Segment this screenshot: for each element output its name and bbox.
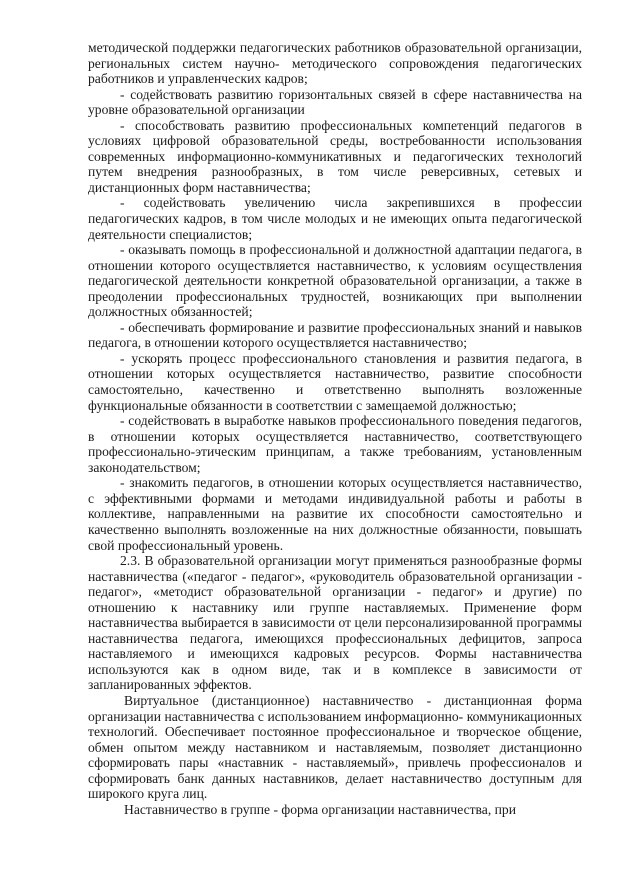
paragraph-retention: - содействовать увеличению числа закрепившихся в профессии педагогических кадров, в том числе молодых и не имеющих опыта педагогической деятельности специалистов; — [88, 195, 582, 242]
paragraph-professional-growth: - ускорять процесс профессионального становления и развития педагога, в отношении которых осуществляется наставничество, развитие способности самостоятельно, качественно и ответственно выполнять возложенные функциональные обязанности в соответствии с замещаемой должностью; — [88, 350, 582, 413]
paragraph-virtual-mentoring: Виртуальное (дистанционное) наставничество - дистанционная форма организации наставничества с использованием информационно- коммуникационных технологий. Обеспечивает постоянное профессиональное и творческое общение, обмен опытом между наставником и наставляемым, позволяет дистанционно сформировать пары «наставник - наставляемый», привлечь профессионалов и сформировать банк данных наставников, делает наставничество доступным для широкого круга лиц. — [88, 692, 582, 802]
document-page — [88, 40, 582, 817]
paragraph-skills: - обеспечивать формирование и развитие профессиональных знаний и навыков педагога, в отношении которого осуществляется наставничество; — [88, 319, 582, 351]
paragraph-digital-competence: - способствовать развитию профессиональных компетенций педагогов в условиях цифровой образовательной среды, востребованности использования современных информационно-коммуникативных и педагогических технологий путем внедрения разнообразных, в том числе реверсивных, сетевых и дистанционных форм наставничества; — [88, 117, 582, 195]
paragraph-adaptation: - оказывать помощь в профессиональной и должностной адаптации педагога, в отношении которого осуществляется наставничество, к условиям осуществления педагогической деятельности конкретной образовательной организации, а также в преодолении профессиональных трудностей, возникающих при выполнении должностных обязанностей; — [88, 242, 582, 320]
paragraph-methodical-support: методической поддержки педагогических работников образовательной организации, региональных систем научно- методического сопровождения педагогических работников и управленческих кадров; — [88, 40, 582, 87]
paragraph-section-2-3: 2.3. В образовательной организации могут применяться разнообразные формы наставничества («педагог - педагог», «руководитель образовательной организации - педагог», «методист образовательной организации - педагог» и другие) по отношению к наставнику или группе наставляемых. Применение форм наставничества выбирается в зависимости от цели персонализированной программы наставничества педагога, имеющихся профессиональных дефицитов, запроса наставляемого и имеющихся кадровых ресурсов. Формы наставничества используются как в одном виде, так и в комплексе в зависимости от запланированных эффектов. — [88, 553, 582, 693]
paragraph-methods: - знакомить педагогов, в отношении которых осуществляется наставничество, с эффективными формами и методами индивидуальной работы и работы в коллективе, направленными на развитие их способности самостоятельно и качественно выполнять возложенные на них должностные обязанности, повышать свой профессиональный уровень. — [88, 475, 582, 553]
paragraph-horizontal-links: - содействовать развитию горизонтальных связей в сфере наставничества на уровне образовательной организации — [88, 86, 582, 118]
paragraph-group-mentoring: Наставничество в группе - форма организации наставничества, при — [124, 801, 516, 817]
paragraph-professional-behavior: - содействовать в выработке навыков профессионального поведения педагогов, в отношении которых осуществляется наставничество, соответствующего профессионально-этическим принципам, а также требованиям, установленным законодательством; — [88, 413, 582, 475]
